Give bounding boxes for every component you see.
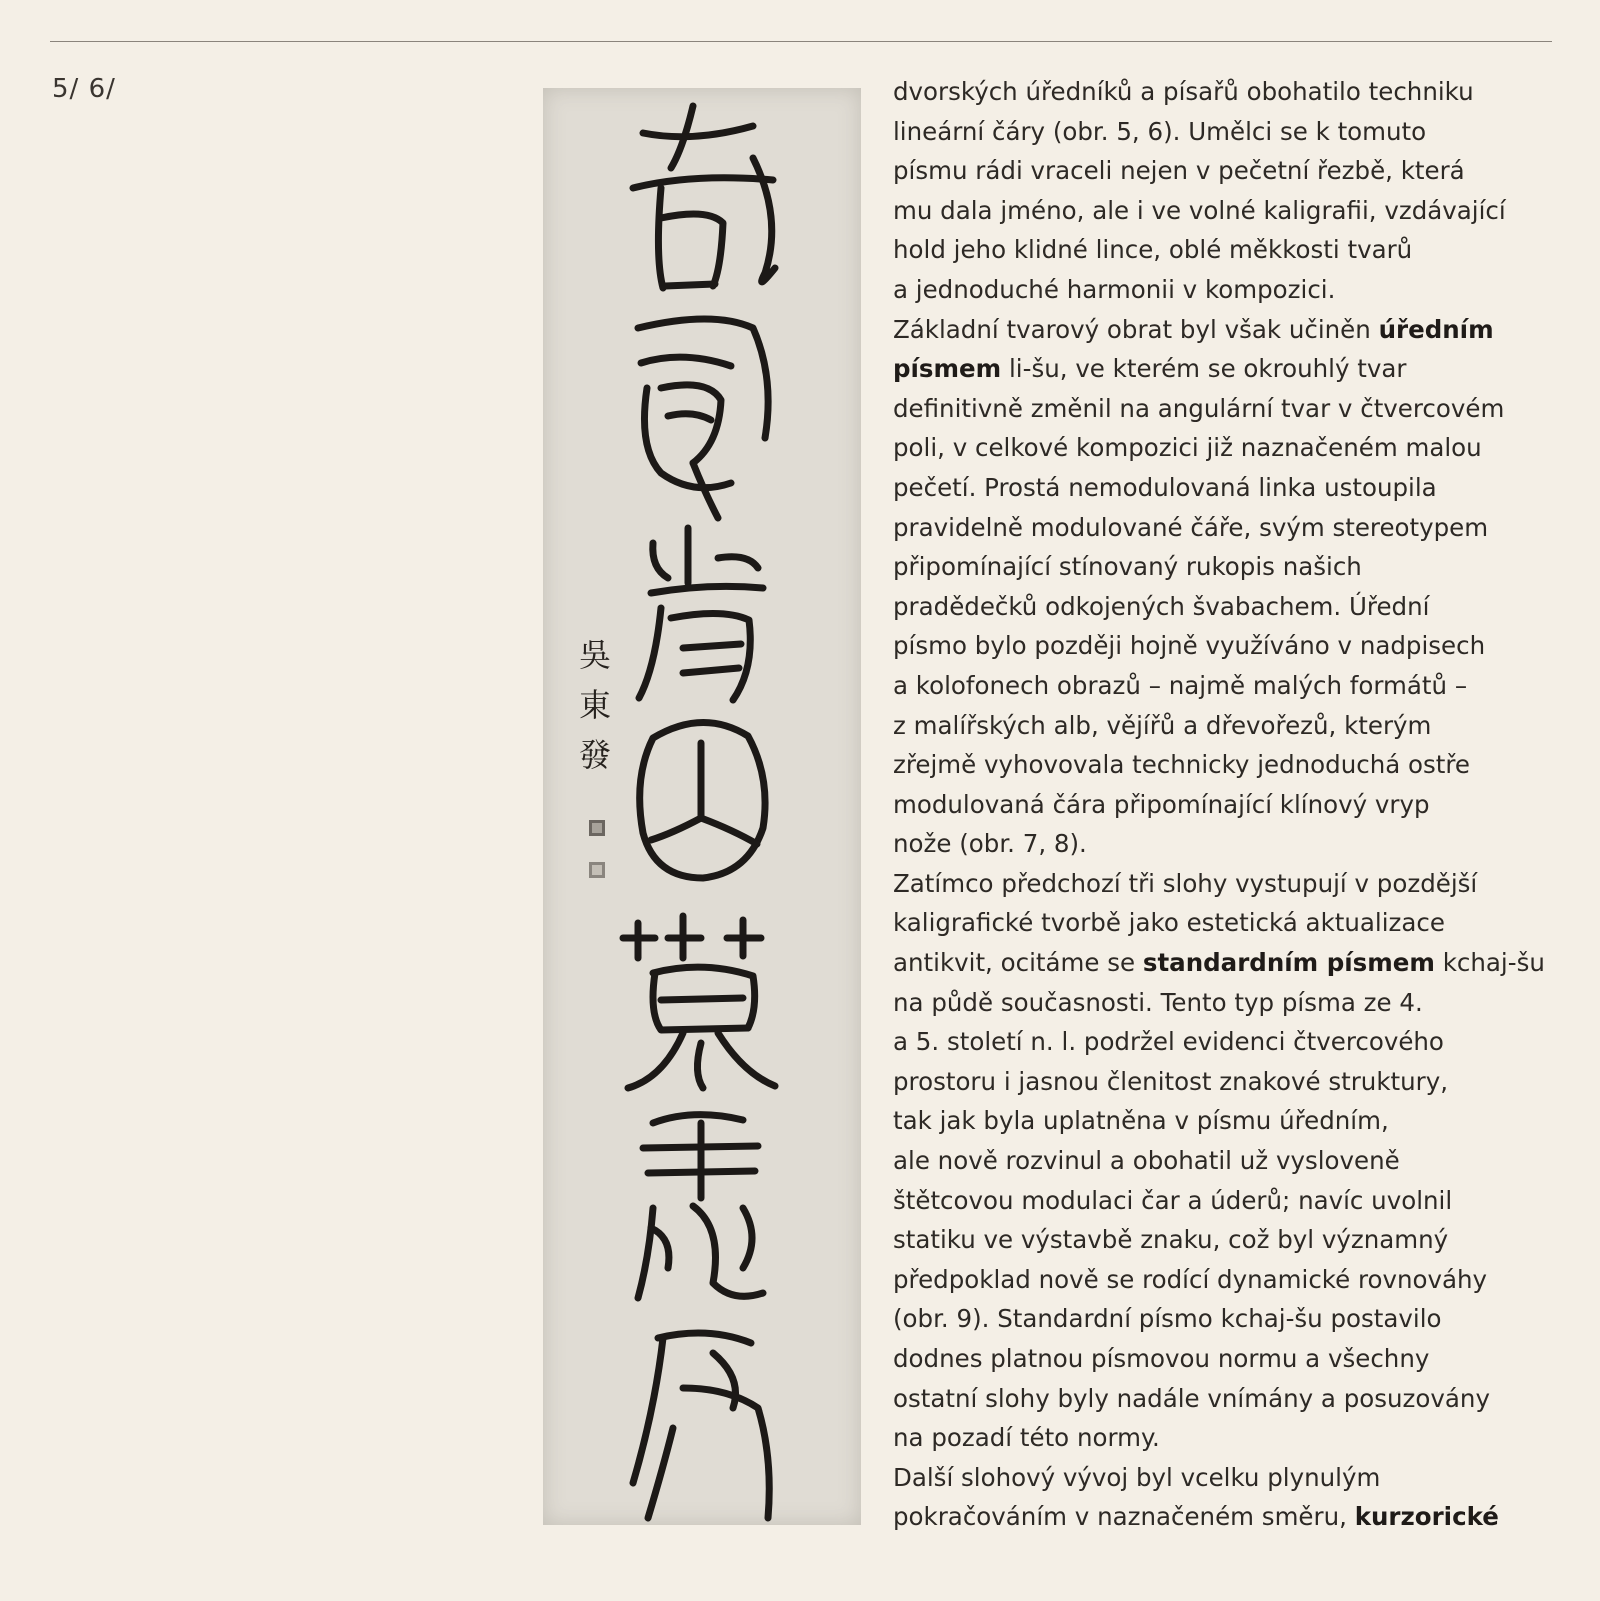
seal-script-glyph-1 (633, 106, 775, 288)
bold-term: úředním (1378, 314, 1494, 344)
text-line (893, 903, 1583, 943)
text-line (893, 310, 1583, 350)
text-segment: písmu rádi vraceli nejen v pečetní řezbě, která (893, 156, 1465, 186)
text-segment: lineární čáry (obr. 5, 6). Umělci se k tomuto (893, 116, 1427, 146)
text-segment: a jednoduché harmonii v kompozici. (893, 274, 1336, 304)
text-segment: prostoru i jasnou členitost znakové struktury, (893, 1066, 1448, 1096)
text-segment: nože (obr. 7, 8). (893, 829, 1087, 859)
text-segment: na půdě současnosti. Tento typ písma ze 4. (893, 987, 1423, 1017)
seal-script-glyph-5 (623, 916, 775, 1088)
text-line (893, 1101, 1583, 1141)
text-segment: připomínající stínovaný rukopis našich (893, 552, 1362, 582)
text-segment: a 5. století n. l. podržel evidenci čtvercového (893, 1027, 1444, 1057)
seal-script-glyph-7 (633, 1333, 769, 1518)
text-line (893, 270, 1583, 310)
text-line (893, 1260, 1583, 1300)
text-line (893, 626, 1583, 666)
text-line (893, 1339, 1583, 1379)
bold-term: standardním písmem (1142, 948, 1435, 978)
text-segment: dvorských úředníků a písařů obohatilo techniku (893, 77, 1474, 106)
seal-script-glyph-3 (639, 528, 763, 700)
text-line (893, 1062, 1583, 1102)
text-segment: pečetí. Prostá nemodulovaná linka ustoupila (893, 472, 1437, 502)
text-line (893, 389, 1583, 429)
square-seal-icon (589, 862, 605, 878)
text-line (893, 1220, 1583, 1260)
seal-script-glyph-2 (638, 319, 768, 518)
text-segment: Základní tvarový obrat byl však učiněn (893, 314, 1379, 344)
text-line (893, 112, 1583, 152)
signature-char-3: 發 (579, 736, 612, 774)
text-line (893, 864, 1583, 904)
text-line (893, 230, 1583, 270)
text-line (893, 1141, 1583, 1181)
text-segment: kaligrafické tvorbě jako estetická aktualizace (893, 908, 1445, 938)
calligraphy-scroll-image (543, 88, 861, 1525)
text-segment: na pozadí této normy. (893, 1423, 1160, 1453)
text-line (893, 1022, 1583, 1062)
text-segment: pokračováním v naznačeném směru, (893, 1502, 1355, 1532)
text-line (893, 151, 1583, 191)
seal-script-glyph-6 (638, 1115, 763, 1298)
text-segment: zřejmě vyhovovala technicky jednoduchá ostře (893, 750, 1471, 780)
square-seal-icon (589, 820, 605, 836)
text-line (893, 824, 1583, 864)
text-line (893, 1181, 1583, 1221)
text-segment: tak jak byla uplatněna v písmu úředním, (893, 1106, 1389, 1136)
text-segment: Zatímco předchozí tři slohy vystupují v pozdější (893, 868, 1478, 898)
text-segment: antikvit, ocitáme se (893, 948, 1143, 978)
text-line (893, 349, 1583, 389)
signature-char-2: 東 (579, 686, 612, 724)
text-segment: pradědečků odkojených švabachem. Úřední (893, 591, 1430, 621)
text-line (893, 1379, 1583, 1419)
text-segment: z malířských alb, vějířů a dřevořezů, kterým (893, 710, 1432, 740)
text-line (893, 1299, 1583, 1339)
text-segment: písmo bylo později hojně využíváno v nadpisech (893, 631, 1486, 661)
text-line (893, 468, 1583, 508)
text-segment: modulovaná čára připomínající klínový vryp (893, 789, 1430, 819)
text-line (893, 1418, 1583, 1458)
signature-char-1: 吳 (579, 636, 612, 674)
bold-term: kurzorické (1354, 1502, 1499, 1532)
text-segment: hold jeho klidné lince, oblé měkkosti tvarů (893, 235, 1413, 265)
seal-script-glyph-4 (640, 722, 765, 878)
text-segment: kchaj-šu (1434, 948, 1545, 978)
text-segment: ale nově rozvinul a obohatil už vysloveně (893, 1146, 1400, 1176)
text-segment: definitivně změnil na angulární tvar v čtvercovém (893, 393, 1505, 423)
text-segment: předpoklad nově se rodící dynamické rovnováhy (893, 1264, 1488, 1294)
text-line (893, 983, 1583, 1023)
text-segment: štětcovou modulaci čar a úderů; navíc uvolnil (893, 1185, 1453, 1215)
text-line (893, 508, 1583, 548)
text-line (893, 587, 1583, 627)
body-text (893, 72, 1583, 1537)
text-segment: a kolofonech obrazů – najmě malých formátů – (893, 670, 1468, 700)
text-line (893, 666, 1583, 706)
text-line (893, 547, 1583, 587)
text-segment: poli, v celkové kompozici již naznačeném malou (893, 433, 1482, 463)
text-line (893, 428, 1583, 468)
text-segment: statiku ve výstavbě znaku, což byl významný (893, 1225, 1449, 1255)
text-segment: dodnes platnou písmovou normu a všechny (893, 1344, 1430, 1373)
text-line (893, 943, 1583, 983)
text-segment: (obr. 9). Standardní písmo kchaj-šu postavilo (893, 1304, 1442, 1334)
text-line (893, 745, 1583, 785)
bold-term: písmem (893, 354, 1002, 384)
top-rule (50, 41, 1552, 42)
text-line (893, 72, 1583, 112)
text-segment: mu dala jméno, ale i ve volné kaligrafii, vzdávající (893, 195, 1506, 225)
text-segment: Další slohový vývoj byl vcelku plynulým (893, 1462, 1381, 1492)
figure-reference: 5/ 6/ (52, 74, 116, 104)
text-segment: li-šu, ve kterém se okrouhlý tvar (1001, 354, 1407, 384)
text-segment: pravidelně modulované čáře, svým stereotypem (893, 512, 1489, 542)
text-segment: ostatní slohy byly nadále vnímány a posuzovány (893, 1383, 1490, 1413)
text-line (893, 706, 1583, 746)
text-line (893, 191, 1583, 231)
text-line (893, 785, 1583, 825)
text-line (893, 1497, 1583, 1537)
text-line (893, 1458, 1583, 1498)
